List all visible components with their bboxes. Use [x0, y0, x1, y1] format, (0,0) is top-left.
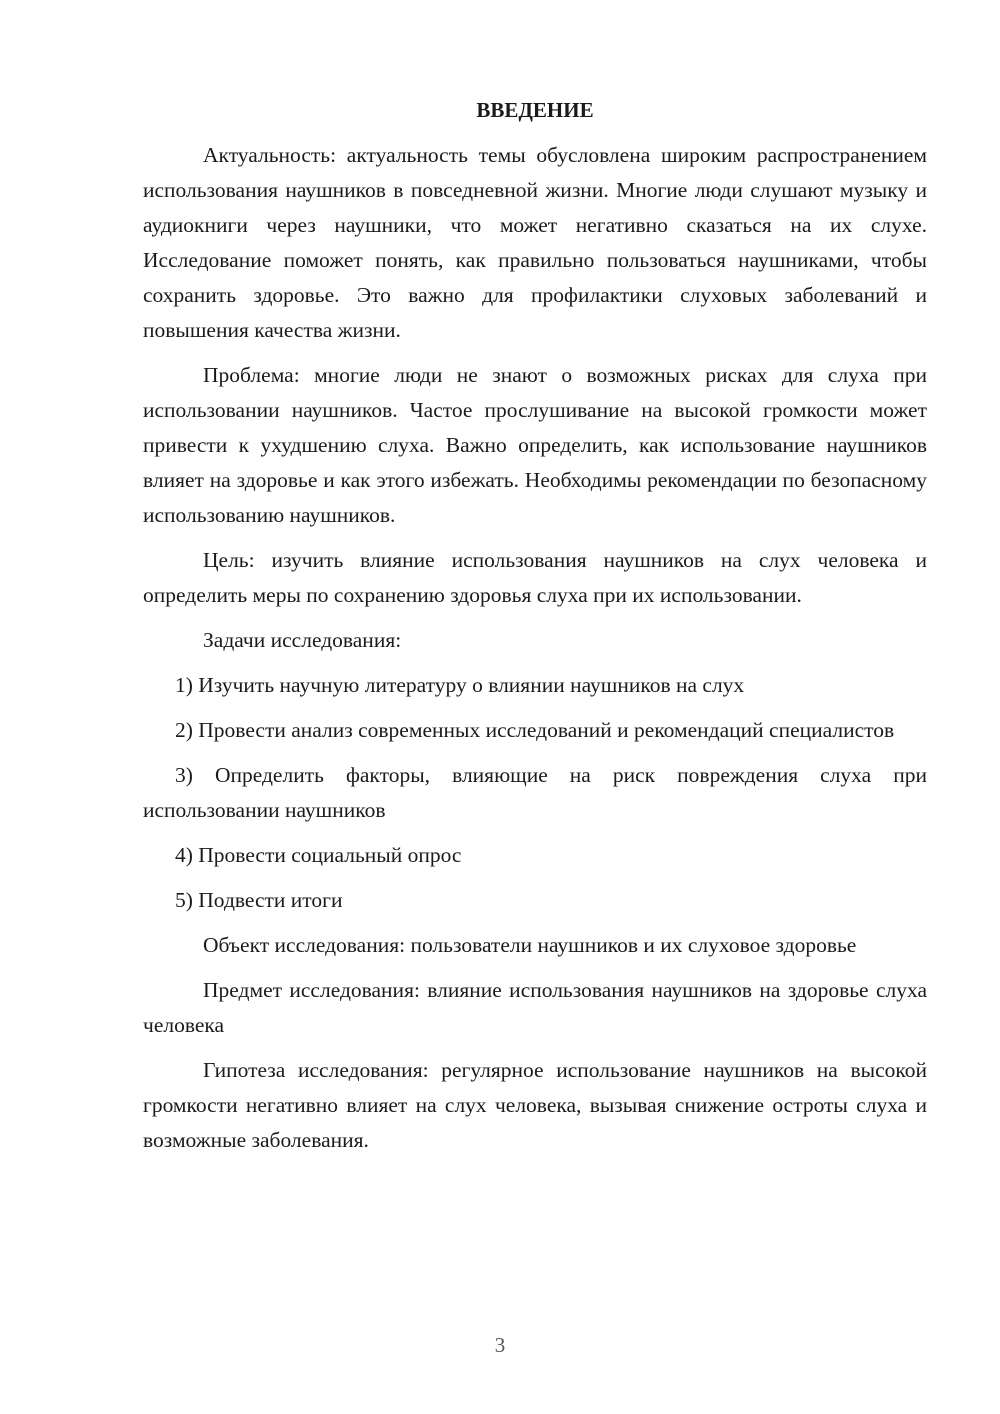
tasks-heading: Задачи исследования:	[203, 628, 402, 652]
task-item-4: 4) Провести социальный опрос	[175, 843, 462, 867]
page-number: 3	[494, 1333, 506, 1357]
section-title: ВВЕДЕНИЕ	[476, 98, 594, 122]
problem-paragraph: Проблема: многие люди не знают о возможных рисках для слуха при использовании наушников. Частое прослушивание на высокой громкости может привести к ухудшению слуха. Важно определить, как использование наушников влияет на здоровье и как этого избежать. Необходимы рекомендации по безопасному использованию наушников.	[143, 363, 927, 527]
relevance-paragraph: Актуальность: актуальность темы обусловлена широким распространением использования наушников в повседневной жизни. Многие люди слушают музыку и аудиокниги через наушники, что может негативно сказаться на их слухе. Исследование поможет понять, как правильно пользоваться наушниками, чтобы сохранить здоровье. Это важно для профилактики слуховых заболеваний и повышения качества жизни.	[143, 143, 927, 342]
task-item-1: 1) Изучить научную литературу о влиянии наушников на слух	[175, 673, 745, 697]
subject-paragraph: Предмет исследования: влияние использования наушников на здоровье слуха человека	[143, 978, 927, 1037]
task-item-3: 3) Определить факторы, влияющие на риск повреждения слуха при использовании наушников	[143, 763, 927, 822]
task-item-2: 2) Провести анализ современных исследований и рекомендаций специалистов	[175, 718, 895, 742]
object-paragraph: Объект исследования: пользователи наушников и их слуховое здоровье	[203, 933, 857, 957]
document-page	[143, 93, 927, 1168]
goal-paragraph: Цель: изучить влияние использования наушников на слух человека и определить меры по сохранению здоровья слуха при их использовании.	[143, 548, 927, 607]
task-item-5: 5) Подвести итоги	[175, 888, 343, 912]
hypothesis-paragraph: Гипотеза исследования: регулярное использование наушников на высокой громкости негативно влияет на слух человека, вызывая снижение остроты слуха и возможные заболевания.	[143, 1058, 927, 1152]
